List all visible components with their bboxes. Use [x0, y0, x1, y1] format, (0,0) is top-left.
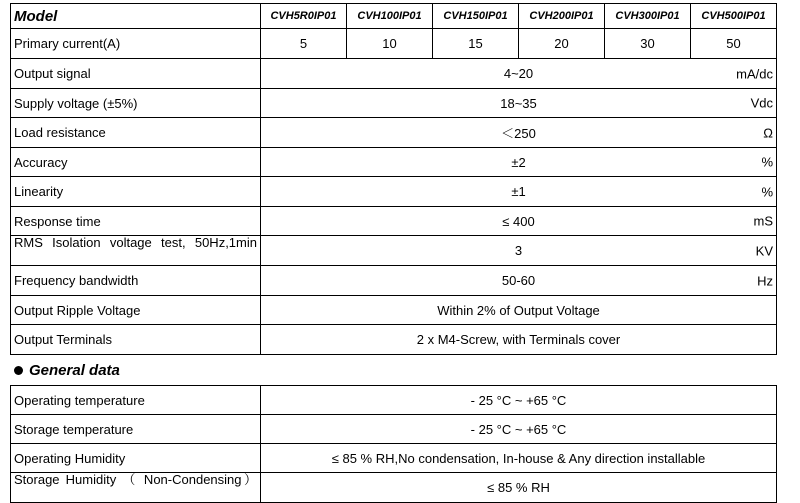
model-label: Model [11, 4, 261, 29]
current-value: 5 [261, 29, 347, 59]
row-unit: Hz [757, 273, 773, 288]
row-value: ≤ 85 % RH,No condensation, In-house & Any direction installable [261, 444, 777, 473]
row-value: ＜250 [501, 126, 536, 141]
spec-table [10, 3, 777, 355]
model-name-cell: CVH150IP01 [433, 4, 519, 29]
row-unit: Vdc [750, 95, 773, 111]
row-value: 3 [514, 243, 523, 258]
row-label: Storage temperature [11, 415, 261, 444]
spec-row [11, 296, 777, 325]
row-label: Load resistance [11, 118, 261, 148]
spec-row [11, 59, 777, 89]
row-value-cell [261, 118, 777, 148]
current-value: 15 [433, 29, 519, 59]
general-data-heading [14, 362, 120, 379]
row-label: Accuracy [11, 148, 261, 177]
row-label: Output Terminals [11, 325, 261, 355]
row-value-cell [261, 59, 777, 89]
spec-row [11, 118, 777, 148]
row-value-cell [261, 325, 777, 355]
bullet-icon [14, 366, 23, 375]
row-unit: KV [755, 243, 773, 258]
row-value: 18~35 [500, 95, 537, 111]
general-row [11, 386, 777, 415]
row-label: Output signal [11, 59, 261, 89]
row-label: RMS Isolation voltage test, 50Hz,1min [11, 236, 261, 266]
general-data-title: General data [29, 362, 120, 379]
row-value: 4~20 [503, 66, 534, 81]
model-name-cell: CVH500IP01 [691, 4, 777, 29]
model-name-cell: CVH5R0IP01 [261, 4, 347, 29]
general-row [11, 415, 777, 444]
row-value-cell [261, 266, 777, 296]
row-unit: mA/dc [736, 66, 773, 81]
general-row [11, 473, 777, 503]
row-label: Operating temperature [11, 386, 261, 415]
current-value: 50 [691, 29, 777, 59]
row-value: Within 2% of Output Voltage [437, 302, 600, 318]
spec-row [11, 177, 777, 207]
row-label: Storage Humidity （ Non-Condensing） [11, 473, 261, 503]
row-value-cell [261, 177, 777, 207]
row-value-cell [261, 296, 777, 325]
row-value: 50-60 [501, 273, 536, 288]
row-unit: mS [753, 213, 773, 229]
spec-row [11, 236, 777, 266]
row-label: Output Ripple Voltage [11, 296, 261, 325]
row-label: Supply voltage (±5%) [11, 89, 261, 118]
row-value: ≤ 85 % RH [261, 473, 777, 503]
row-value-cell [261, 148, 777, 177]
row-label: Operating Humidity [11, 444, 261, 473]
row-label: Primary current(A) [11, 29, 261, 59]
model-name-cell: CVH200IP01 [519, 4, 605, 29]
spec-row [11, 148, 777, 177]
row-value-cell [261, 236, 777, 266]
spec-row [11, 325, 777, 355]
row-value: 2 x M4-Screw, with Terminals cover [416, 332, 621, 347]
current-value: 10 [347, 29, 433, 59]
row-value: ±2 [511, 154, 526, 170]
spec-row [11, 266, 777, 296]
row-value: ±1 [511, 184, 526, 199]
row-value-cell [261, 207, 777, 236]
general-data-table [10, 385, 777, 503]
row-unit: Ω [763, 125, 773, 140]
current-value: 30 [605, 29, 691, 59]
model-name-cell: CVH300IP01 [605, 4, 691, 29]
row-value-cell [261, 89, 777, 118]
spec-row [11, 89, 777, 118]
row-value: - 25 °C ~ +65 °C [261, 386, 777, 415]
spec-row [11, 207, 777, 236]
general-row [11, 444, 777, 473]
row-value: - 25 °C ~ +65 °C [261, 415, 777, 444]
row-unit: % [761, 184, 773, 199]
row-label: Response time [11, 207, 261, 236]
model-name-cell: CVH100IP01 [347, 4, 433, 29]
row-label: Frequency bandwidth [11, 266, 261, 296]
primary-current-row [11, 29, 777, 59]
model-header-row [11, 4, 777, 29]
row-label: Linearity [11, 177, 261, 207]
current-value: 20 [519, 29, 605, 59]
row-value: ≤ 400 [502, 213, 535, 229]
row-unit: % [761, 154, 773, 170]
